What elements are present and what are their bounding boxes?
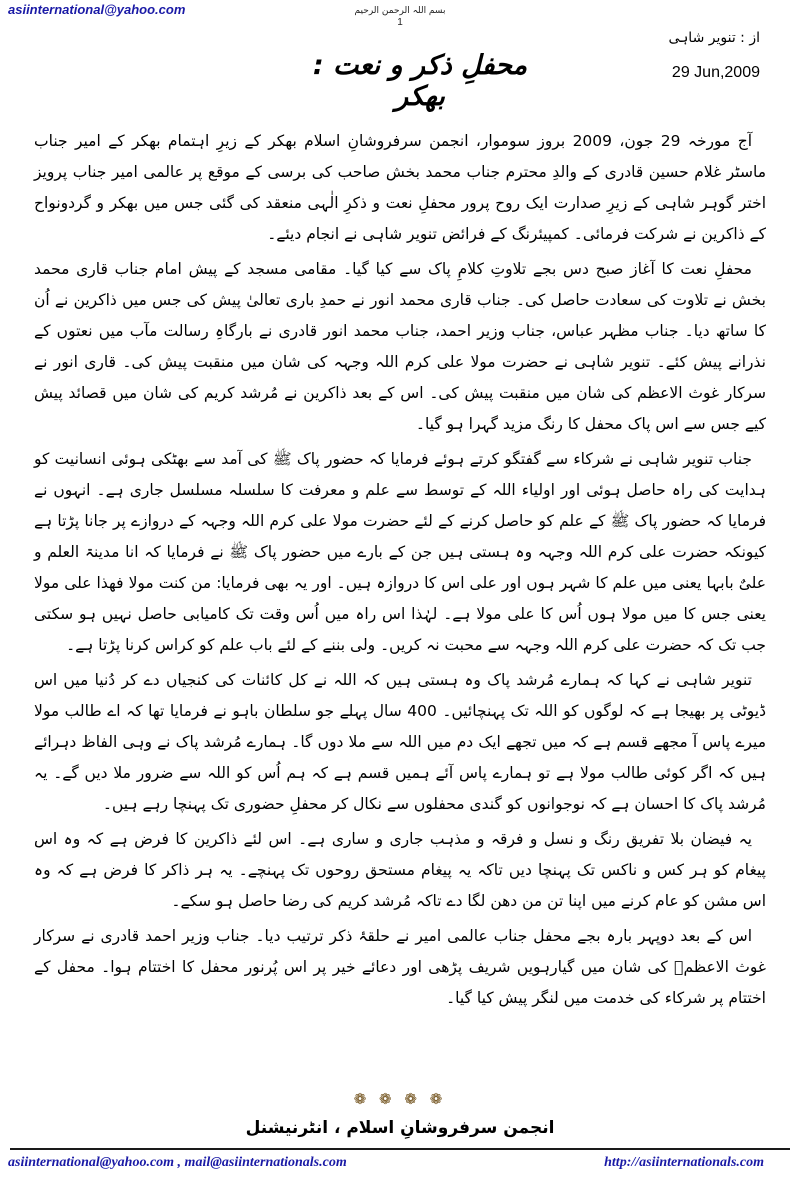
- flower-separator-icon: ❁ ❁ ❁ ❁: [353, 1090, 447, 1108]
- header-email[interactable]: asiinternational@yahoo.com: [8, 2, 186, 17]
- article-body: [34, 126, 766, 1018]
- footer-website-link[interactable]: http://asiinternationals.com: [604, 1155, 764, 1170]
- page-title: محفلِ ذکر و نعت : بھکر: [312, 50, 528, 112]
- paragraph-conclusion: اس کے بعد دوپہر بارہ بجے محفل جناب عالمی امیر نے حلقۂ ذکر ترتیب دیا۔ جناب وزیر احمد قادری نے سرکار غوث الاعظمؓ کی شان میں گیارہویں شریف پڑھی اور دعائے خیر پر اس پُرنور محفل کا اختتام ہوا۔ محفل کے اختتام پر شرکاء کی خدمت میں لنگر پیش کیا گیا۔: [34, 927, 766, 1007]
- paragraph-intro: آج مورخہ 29 جون، 2009 بروز سوموار، انجمن سرفروشانِ اسلام بھکر کے زیرِ اہتمام بھکر کے امیر جناب ماسٹر غلام حسین قادری کے والدِ محترم جناب محمد بخش صاحب کی برسی کے موقع پر عالمی امیر جناب پرویز اختر گوہر شاہی کے زیرِ صدارت ایک روح پرور محفلِ نعت و ذکرِ الٰہی منعقد کی گئی جس میں بھکر و گردونواح کے ذاکرین نے شرکت فرمائی۔ کمپیئرنگ کے فرائض تنویر شاہی نے انجام دیئے۔: [34, 132, 766, 243]
- bismillah-heading: بسم اللہ الرحمن الرحیم: [354, 6, 446, 16]
- article-date: 29 Jun,2009: [671, 64, 760, 81]
- organization-name: انجمن سرفروشانِ اسلام ، انٹرنیشنل: [245, 1118, 555, 1138]
- author-line: از : تنویر شاہی: [668, 30, 760, 46]
- paragraph-speech: جناب تنویر شاہی نے شرکاء سے گفتگو کرتے ہوئے فرمایا کہ حضور پاک ﷺ کی آمد سے بھٹکی ہوئی انسانیت کو ہدایت کی راہ حاصل ہوئی اور اولیاء اللہ کے توسط سے علم و معرفت کا سلسلہ مسلسل جاری ہے۔ انہوں نے فرمایا کہ حضور پاک ﷺ کے علم کو حاصل کرنے کے لئے حضرت مولا علی کرم اللہ وجہہ کے دروازے پر جانا پڑتا ہے کیونکہ حضرت علی کرم اللہ وجہہ وہ ہستی ہیں جن کے بارے میں حضور پاک ﷺ نے فرمایا کہ انا مدینۃ العلم و علیٌ بابہا یعنی میں علم کا شہر ہوں اور علی اس کا دروازہ ہیں۔ اور یہ بھی فرمایا: من کنت مولا فھذا علی مولا یعنی جس کا میں مولا ہوں اُس کا علی مولا ہے۔ لہٰذا اس راہ میں اُس وقت تک کامیابی حاصل نہیں ہو سکتی جب تک کہ حضرت علی کرم اللہ وجہہ سے محبت نہ کریں۔ ولی بننے کے لئے باب علم کو کراس کرنا پڑتا ہے۔: [34, 450, 766, 654]
- paragraph-murshid: تنویر شاہی نے کہا کہ ہمارے مُرشد پاک وہ ہستی ہیں کہ اللہ نے کل کائنات کی کنجیاں دے کر دُنیا میں اس ڈیوٹی پر بھیجا ہے کہ لوگوں کو اللہ تک پہنچائیں۔ 400 سال پہلے جو سلطان باہو نے فرمایا تھا کہ اے طالب مولا میرے پاس آ مجھے قسم ہے کہ میں تجھے ایک دم میں اللہ سے ملا دوں گا۔ ہمارے مُرشد پاک نے وہی الفاظ دہرائے ہیں کہ اگر کوئی طالب مولا ہے تو ہمارے پاس آئے ہمیں قسم ہے کہ ہم اُس کو اللہ سے ضرور ملا دیں گے۔ یہ مُرشد پاک کا احسان ہے کہ نوجوانوں کو گندی محفلوں سے نکال کر محفلِ حضوری تک پہنچا رہے ہیں۔: [34, 671, 766, 813]
- paragraph-proceedings: محفلِ نعت کا آغاز صبح دس بجے تلاوتِ کلامِ پاک سے کیا گیا۔ مقامی مسجد کے پیش امام جناب قاری محمد بخش نے تلاوت کی سعادت حاصل کی۔ جناب قاری محمد انور نے حمدِ باری تعالیٰ پیش کی جس میں ذاکرین نے اُن کا ساتھ دیا۔ جناب مظہر عباس، جناب وزیر احمد، جناب محمد انور قادری نے بارگاہِ رسالت مآب میں نعتوں کے نذرانے پیش کئے۔ تنویر شاہی نے حضرت مولا علی کرم اللہ وجہہ کی شان میں منقبت پیش کی۔ قاری انور نے سرکار غوث الاعظم کی شان میں منقبت پیش کی۔ اس کے بعد ذاکرین نے مُرشد کریم کی شان میں قصائد پیش کیے جس سے اس پاک محفل کا رنگ مزید گہرا ہو گیا۔: [34, 260, 766, 433]
- paragraph-message: یہ فیضان بلا تفریق رنگ و نسل و فرقہ و مذہب جاری و ساری ہے۔ اس لئے ذاکرین کا فرض ہے کہ وہ اس پیغام کو ہر کس و ناکس تک پہنچا دیں تاکہ یہ پیغام مستحق روحوں تک پہنچے۔ یہ ہر ذاکر کا فرض ہے کہ وہ اس مشن کو عام کرنے میں اپنا تن من دھن لگا دے تاکہ مُرشد کریم کی رضا حاصل ہو سکے۔: [34, 830, 766, 910]
- footer-emails[interactable]: asiinternational@yahoo.com , mail@asiinternationals.com: [8, 1155, 347, 1170]
- page-number: 1: [397, 17, 403, 28]
- footer-divider: [10, 1148, 790, 1150]
